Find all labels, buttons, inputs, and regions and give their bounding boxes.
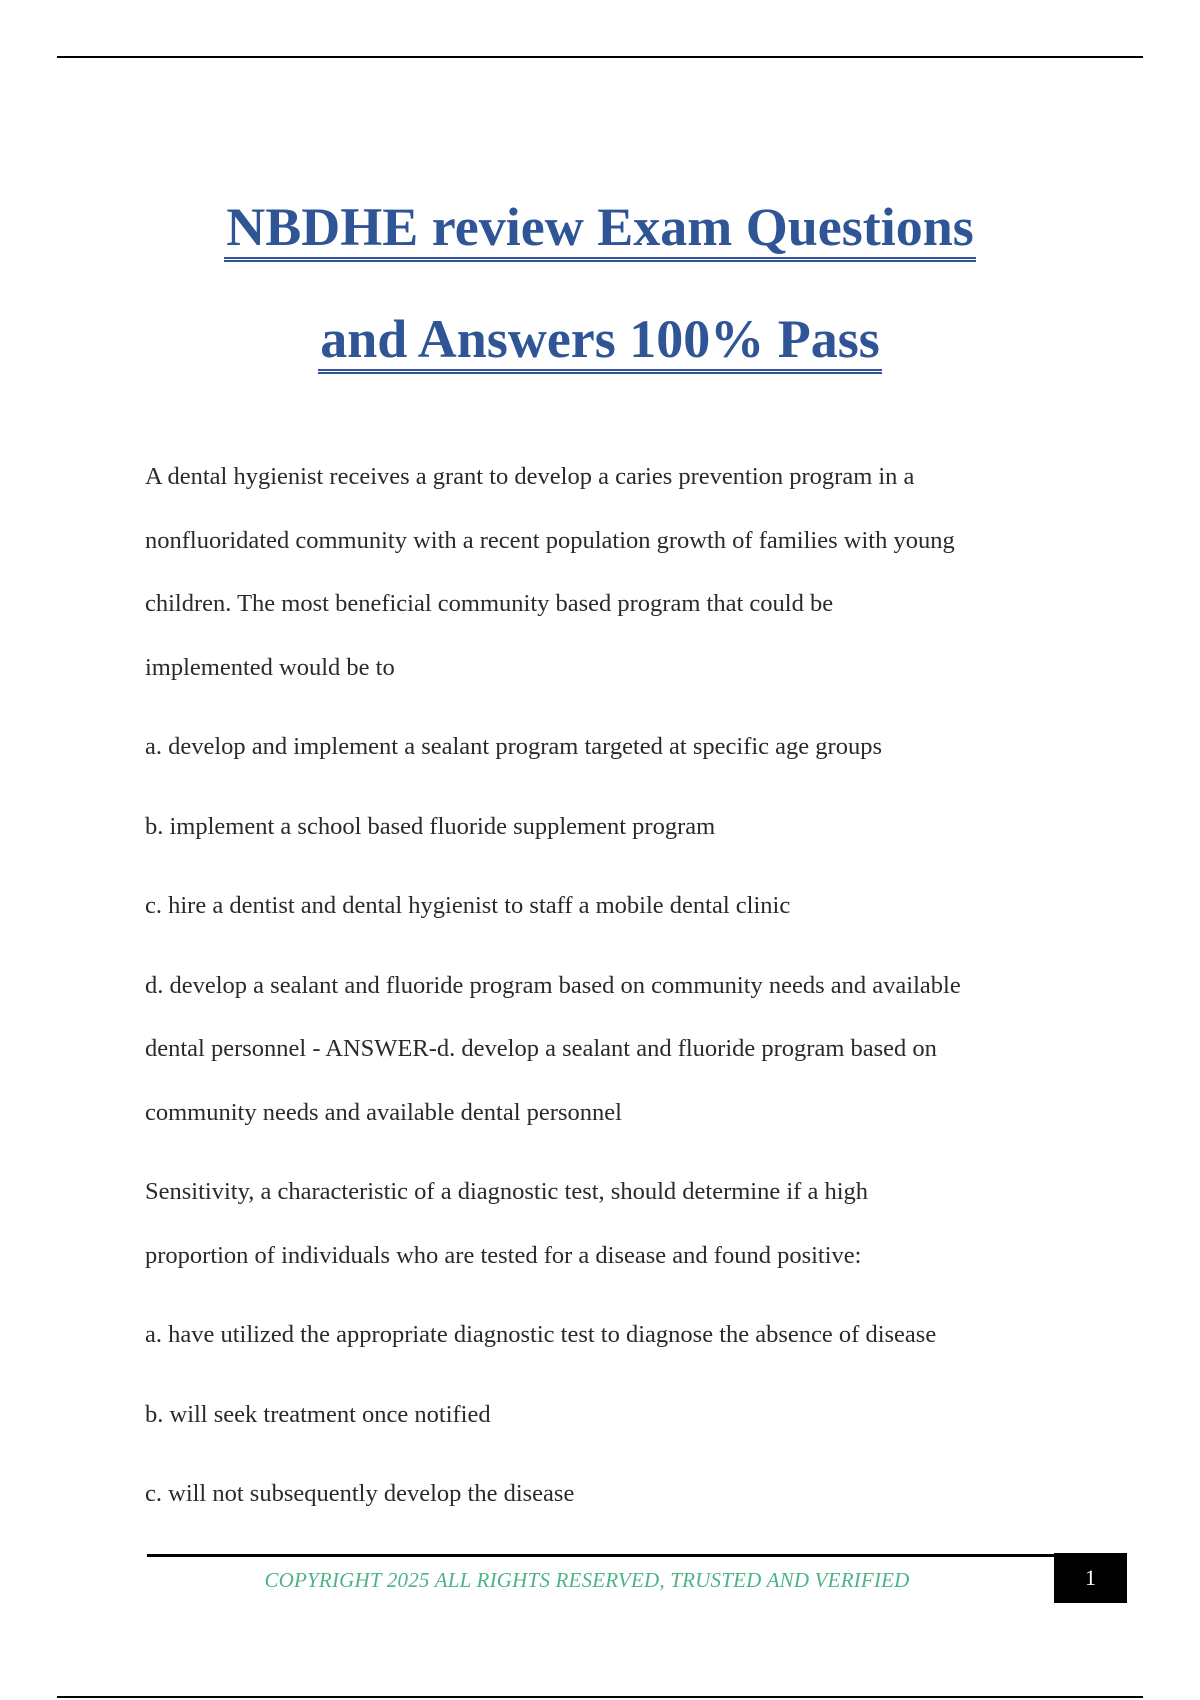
- question-1-line-2: nonfluoridated community with a recent population growth of families with young: [145, 526, 955, 554]
- footer-copyright: COPYRIGHT 2025 ALL RIGHTS RESERVED, TRUSTED AND VERIFIED: [264, 1568, 910, 1592]
- question-1-option-b: b. implement a school based fluoride supplement program: [145, 812, 716, 840]
- page-number: 1: [1054, 1553, 1127, 1603]
- header-rule: [57, 56, 1143, 58]
- bottom-rule: [57, 1696, 1143, 1698]
- question-2-line-2: proportion of individuals who are tested for a disease and found positive:: [145, 1241, 862, 1269]
- title-line-1: NBDHE review Exam Questions: [224, 197, 976, 262]
- title-line-2: and Answers 100% Pass: [318, 309, 882, 374]
- question-1-line-1: A dental hygienist receives a grant to develop a caries prevention program in a: [145, 463, 915, 490]
- question-1-option-d-line-2: dental personnel - ANSWER-d. develop a sealant and fluoride program based on: [145, 1035, 937, 1062]
- document-body: [145, 445, 1075, 1526]
- question-1-option-c: c. hire a dentist and dental hygienist to staff a mobile dental clinic: [145, 892, 791, 919]
- question-2-option-c: c. will not subsequently develop the disease: [145, 1480, 575, 1507]
- document-title: [0, 180, 1200, 387]
- question-2-line-1: Sensitivity, a characteristic of a diagnostic test, should determine if a high: [145, 1178, 869, 1205]
- question-1-option-d-line-3: community needs and available dental personnel: [145, 1098, 622, 1126]
- question-2-option-b: b. will seek treatment once notified: [145, 1400, 491, 1428]
- question-1-line-3: children. The most beneficial community based program that could be: [145, 590, 834, 617]
- question-1-option-a: a. develop and implement a sealant program targeted at specific age groups: [145, 733, 882, 760]
- question-1-option-d-line-1: d. develop a sealant and fluoride program based on community needs and available: [145, 971, 961, 999]
- question-1-line-4: implemented would be to: [145, 653, 395, 681]
- footer-rule: [147, 1554, 1055, 1557]
- question-2-option-a: a. have utilized the appropriate diagnostic test to diagnose the absence of disease: [145, 1321, 937, 1348]
